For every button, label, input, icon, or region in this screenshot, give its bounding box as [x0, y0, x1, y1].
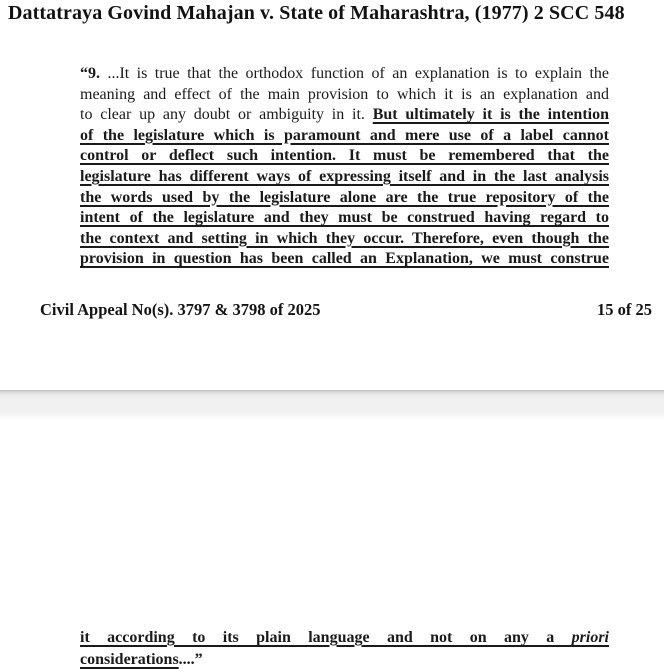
quote-line [80, 167, 609, 188]
quote-line [80, 208, 609, 229]
judgment-quote-paragraph [80, 64, 609, 270]
quote-emphasized-text: considerations [80, 650, 179, 668]
quote-emphasized-text: legislature has different ways of expressing itself and in the last analysis [80, 167, 609, 185]
quote-line [80, 64, 609, 85]
quote-line [80, 85, 609, 106]
quote-text: to clear up any doubt or ambiguity in it. [80, 106, 373, 124]
quote-closing: ....” [178, 650, 203, 668]
quote-line [80, 249, 609, 270]
quote-emphasized-text: the context and setting in which they occur. Therefore, even though the [80, 229, 609, 247]
quote-text: meaning and effect of the main provision to which it is an explanation and [80, 85, 609, 103]
quote-line [80, 188, 609, 209]
page-footer [40, 300, 652, 320]
quote-line [80, 229, 609, 250]
quote-emphasized-text: control or deflect such intention. It must be remembered that the [80, 147, 609, 165]
quote-line [80, 105, 609, 126]
quote-text: ...It is true that the orthodox function of an explanation is to explain the [100, 65, 609, 82]
quote-emphasized-text: But ultimately it is the intention [372, 106, 609, 124]
appeal-number: Civil Appeal No(s). 3797 & 3798 of 2025 [40, 300, 321, 319]
judgment-quote-continuation [80, 627, 609, 670]
quote-emphasized-text: provision in question has been called an Explanation, we must construe [80, 250, 609, 268]
quote-line [80, 627, 609, 649]
quote-line [80, 126, 609, 147]
quote-line [80, 649, 609, 671]
page-number: 15 of 25 [597, 300, 652, 319]
quote-emphasized-text: of the legislature which is paramount and mere use of a label cannot [80, 126, 609, 144]
quote-emphasized-text: the words used by the legislature alone are the true repository of the [80, 188, 609, 206]
case-citation-heading: Dattatraya Govind Mahajan v. State of Maharashtra, (1977) 2 SCC 548 [8, 2, 625, 24]
quote-latin-term: priori [571, 629, 609, 646]
quote-emphasized-text: intent of the legislature and they must be construed having regard to [80, 209, 609, 227]
quote-open-paragraph-number: “9. [80, 65, 100, 82]
quote-line [80, 146, 609, 167]
quote-emphasized-text: it according to its plain language and not on any a [80, 629, 572, 646]
page-gap-separator [0, 390, 664, 420]
